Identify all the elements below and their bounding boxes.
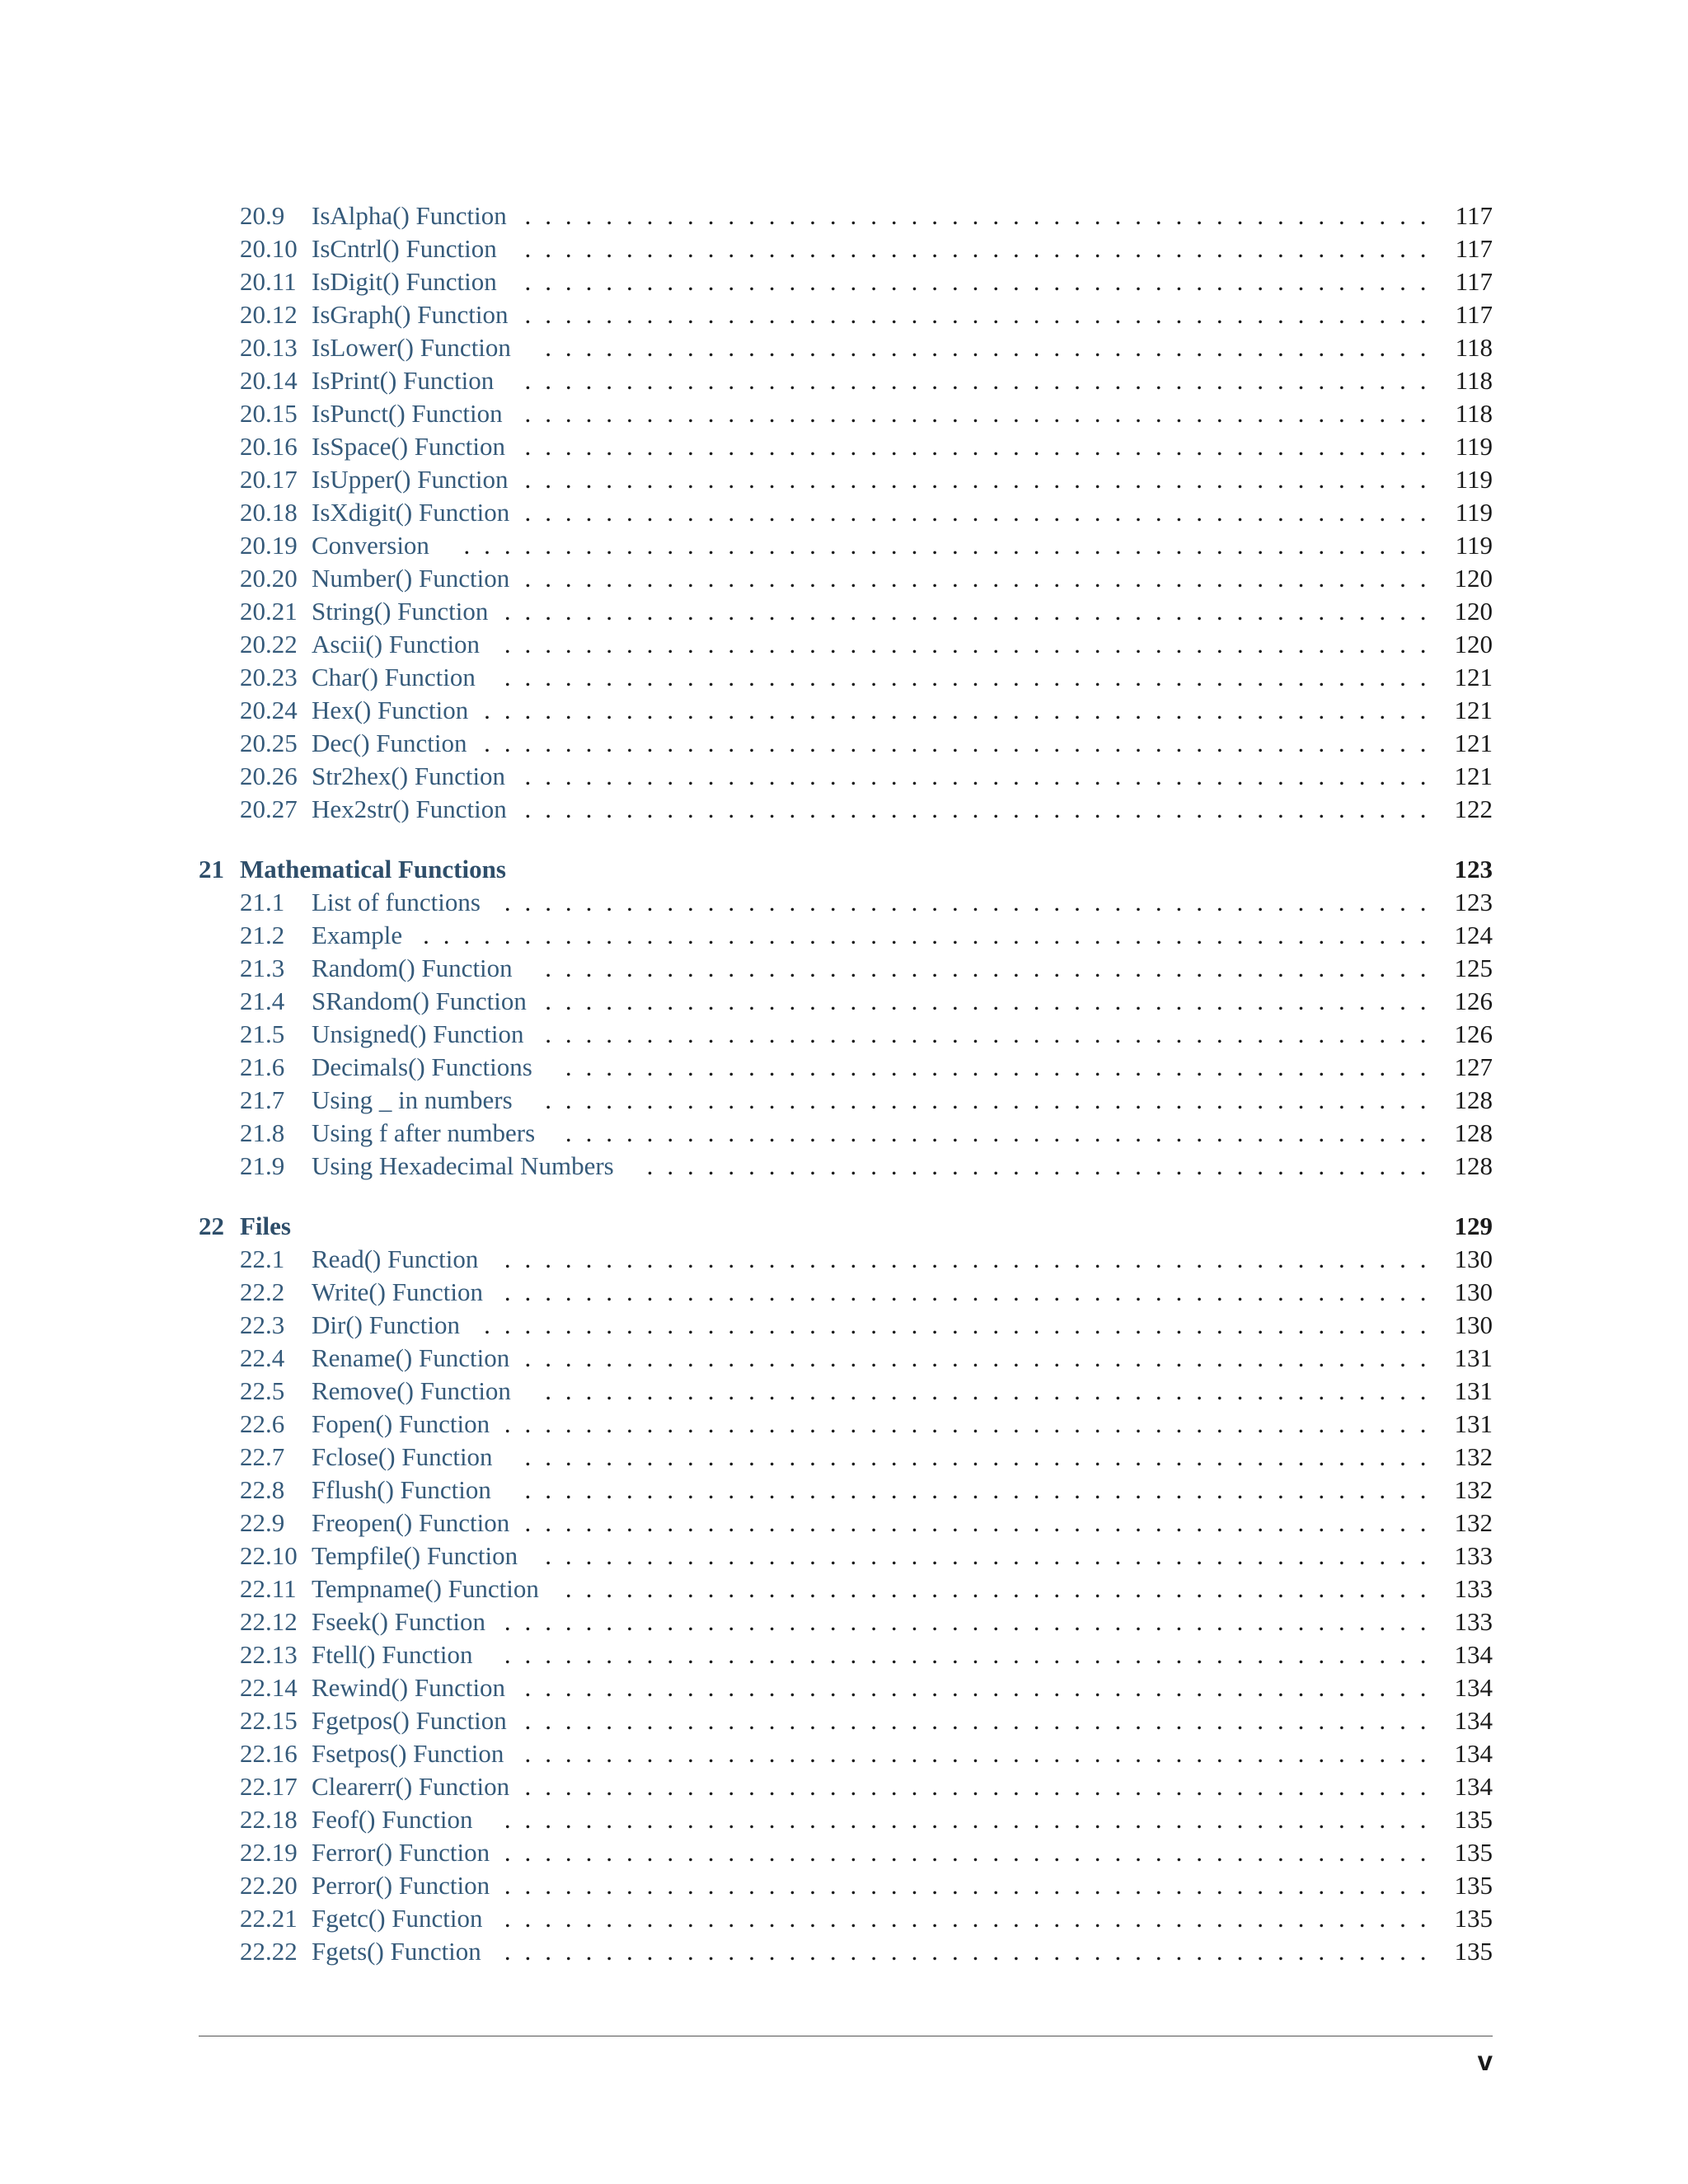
toc-section-entry[interactable] — [199, 529, 1493, 562]
toc-section-entry[interactable] — [199, 1638, 1493, 1671]
toc-entry-page[interactable]: 128 — [1454, 1151, 1493, 1180]
toc-entry-title[interactable]: IsUpper() Function — [312, 465, 509, 494]
toc-entry-number[interactable]: 22.13 — [240, 1640, 298, 1669]
toc-entry-title[interactable]: Fopen() Function — [312, 1409, 490, 1438]
toc-entry-number[interactable]: 21.6 — [240, 1052, 285, 1081]
toc-entry-number[interactable]: 20.20 — [240, 564, 298, 593]
toc-dot-leader: . . . . . . . . . . . . . . . . . . . . . . . . . . . . . . . . . . . . . . . . . . . . . — [524, 300, 1427, 329]
toc-dot-leader: . . . . . . . . . . . . . . . . . . . . . . . . . . . . . . . . . . . . . . . . . . . . — [545, 987, 1427, 1015]
toc-entry-title[interactable]: Random() Function — [312, 954, 513, 982]
toc-dot-leader: . . . . . . . . . . . . . . . . . . . . . . . . . . . . . . . . . . . . . . . . . . . . — [545, 333, 1427, 362]
toc-entry-number[interactable]: 22.1 — [240, 1244, 285, 1273]
toc-entry-page[interactable]: 128 — [1454, 1118, 1493, 1147]
toc-section-entry[interactable] — [199, 1902, 1493, 1935]
toc-dot-leader: . . . . . . . . . . . . . . . . . . . . . . . . . . . . . . . . . . . . . . . . . . . . . — [524, 498, 1427, 527]
toc-entry-title[interactable]: Clearerr() Function — [312, 1772, 510, 1801]
toc-entry-page[interactable]: 133 — [1454, 1607, 1493, 1636]
toc-entry-number[interactable]: 22.19 — [240, 1838, 298, 1867]
toc-section-entry[interactable] — [199, 430, 1493, 463]
toc-entry-number[interactable]: 20.9 — [240, 201, 285, 230]
toc-entry-title[interactable]: Fseek() Function — [312, 1607, 485, 1636]
toc-entry-page[interactable]: 134 — [1454, 1772, 1493, 1801]
toc-entry-title[interactable]: Conversion — [312, 531, 429, 560]
toc-entry-page[interactable]: 117 — [1455, 300, 1493, 329]
toc-entry-page[interactable]: 124 — [1454, 921, 1493, 949]
toc-section-entry[interactable] — [199, 1540, 1493, 1572]
toc-entry-number[interactable]: 22.3 — [240, 1310, 285, 1339]
toc-entry-page[interactable]: 123 — [1454, 855, 1493, 883]
toc-entry-title[interactable]: Decimals() Functions — [312, 1052, 532, 1081]
toc-entry-page[interactable]: 131 — [1454, 1376, 1493, 1405]
toc-entry-number[interactable]: 22.17 — [240, 1772, 298, 1801]
toc-entry-title[interactable]: List of functions — [312, 888, 481, 916]
toc-entry-title[interactable]: Feof() Function — [312, 1805, 473, 1834]
toc-dot-leader: . . . . . . . . . . . . . . . . . . . . . . . . . . . . . . . . . . . . . . . . . . . . . — [524, 564, 1427, 593]
toc-dot-leader: . . . . . . . . . . . . . . . . . . . . . . . . . . . . . . . . . . . . . . . . . . . . . — [524, 267, 1427, 296]
toc-entry-page[interactable]: 132 — [1454, 1508, 1493, 1537]
toc-section-entry[interactable] — [199, 1770, 1493, 1803]
toc-entry-page[interactable]: 121 — [1454, 729, 1493, 757]
toc-dot-leader: . . . . . . . . . . . . . . . . . . . . . . . . . . . . . . . . . . . . . . . . . . . — [565, 1052, 1427, 1081]
toc-entry-page[interactable]: 121 — [1454, 762, 1493, 790]
toc-section-entry[interactable] — [199, 1408, 1493, 1441]
toc-section-entry[interactable] — [199, 232, 1493, 265]
toc-entry-number[interactable]: 22.20 — [240, 1871, 298, 1900]
toc-section-entry[interactable] — [199, 1441, 1493, 1474]
toc-entry-page[interactable]: 131 — [1454, 1343, 1493, 1372]
toc-entry-title[interactable]: Remove() Function — [312, 1376, 511, 1405]
toc-entry-title[interactable]: IsGraph() Function — [312, 300, 509, 329]
toc-dot-leader: . . . . . . . . . . . . . . . . . . . . . . . . . . . . . . . . . . . . . . . . . . . . — [545, 1376, 1427, 1405]
toc-entry-number[interactable]: 21.3 — [240, 954, 285, 982]
toc-entry-page[interactable]: 117 — [1455, 234, 1493, 263]
toc-dot-leader: . . . . . . . . . . . . . . . . . . . . . . . . . . . . . . . . . . . . . . . . . . . . . — [524, 762, 1427, 790]
toc-dot-leader: . . . . . . . . . . . . . . . . . . . . . . . . . . . . . . . . . . . . . . . . . . . . . . — [504, 1277, 1427, 1306]
toc-entry-page[interactable]: 130 — [1454, 1277, 1493, 1306]
footer-page-number: v — [1477, 2046, 1493, 2076]
toc-section-entry[interactable] — [199, 1474, 1493, 1507]
toc-entry-title[interactable]: Dec() Function — [312, 729, 467, 757]
toc-entry-page[interactable]: 118 — [1455, 333, 1493, 362]
toc-section-entry[interactable] — [199, 1671, 1493, 1704]
toc-entry-page[interactable]: 135 — [1454, 1838, 1493, 1867]
toc-dot-leader: . . . . . . . . . . . . . . . . . . . . . . . . . . . . . . . . . . . . . . . . . . . . . . — [504, 1409, 1427, 1438]
toc-entry-title[interactable]: Char() Function — [312, 663, 476, 691]
toc-entry-number[interactable]: 20.19 — [240, 531, 298, 560]
toc-entry-page[interactable]: 119 — [1455, 531, 1493, 560]
toc-entry-number[interactable]: 22.10 — [240, 1541, 298, 1570]
toc-entry-number[interactable]: 22.22 — [240, 1937, 298, 1966]
toc-entry-title[interactable]: Fgetc() Function — [312, 1904, 483, 1933]
toc-entry-page[interactable]: 134 — [1454, 1739, 1493, 1768]
toc-entry-page[interactable]: 133 — [1454, 1574, 1493, 1603]
toc-entry-title[interactable]: Example — [312, 921, 403, 949]
toc-entry-title[interactable]: SRandom() Function — [312, 987, 527, 1015]
toc-section-entry[interactable] — [199, 397, 1493, 430]
toc-section-entry[interactable] — [199, 1737, 1493, 1770]
toc-entry-number[interactable]: 22.4 — [240, 1343, 285, 1372]
toc-entry-number[interactable]: 21.9 — [240, 1151, 285, 1180]
toc-entry-page[interactable]: 128 — [1454, 1085, 1493, 1114]
toc-dot-leader: . . . . . . . . . . . . . . . . . . . . . . . . . . . . . . . . . . . . . . . . . . . . — [545, 1541, 1427, 1570]
toc-entry-number[interactable]: 20.27 — [240, 794, 298, 823]
toc-section-entry[interactable] — [199, 985, 1493, 1018]
toc-entry-title[interactable]: Tempfile() Function — [312, 1541, 518, 1570]
toc-entry-page[interactable]: 126 — [1454, 1019, 1493, 1048]
toc-entry-title[interactable]: Read() Function — [312, 1244, 479, 1273]
toc-entry-number[interactable]: 21.2 — [240, 921, 285, 949]
toc-dot-leader: . . . . . . . . . . . . . . . . . . . . . . . . . . . . . . . . . . . . . . . . . . . . . — [524, 1343, 1427, 1372]
toc-entry-number[interactable]: 22.5 — [240, 1376, 285, 1405]
toc-entry-number[interactable]: 22.8 — [240, 1475, 285, 1504]
toc-section-entry[interactable] — [199, 463, 1493, 496]
toc-dot-leader: . . . . . . . . . . . . . . . . . . . . . . . . . . . . . . . . . . . . . . . . . . . . . — [524, 1508, 1427, 1537]
toc-entry-number[interactable]: 20.22 — [240, 630, 298, 658]
toc-dot-leader: . . . . . . . . . . . . . . . . . . . . . . . . . . . . . . . . . . . . . . . . . . . . . — [524, 366, 1427, 395]
toc-entry-title[interactable]: IsPunct() Function — [312, 399, 503, 428]
toc-entry-number[interactable]: 22 — [199, 1212, 224, 1240]
toc-dot-leader: . . . . . . . . . . . . . . . . . . . . . . . . . . . . . . . . . . . . . . . . . . . . . . . . — [463, 531, 1427, 560]
toc-section-entry[interactable] — [199, 727, 1493, 760]
toc-dot-leader: . . . . . . . . . . . . . . . . . . . . . . . . . . . . . . . . . . . . . . . . . . . . . . — [504, 1838, 1427, 1867]
toc-entry-title[interactable]: IsSpace() Function — [312, 432, 506, 461]
toc-entry-number[interactable]: 22.18 — [240, 1805, 298, 1834]
toc-entry-title[interactable]: IsPrint() Function — [312, 366, 495, 395]
toc-entry-number[interactable]: 22.16 — [240, 1739, 298, 1768]
toc-dot-leader: . . . . . . . . . . . . . . . . . . . . . . . . . . . . . . . . . . . . . . . . . . . . . — [524, 794, 1427, 823]
toc-entry-number[interactable]: 20.13 — [240, 333, 298, 362]
toc-dot-leader: . . . . . . . . . . . . . . . . . . . . . . . . . . . . . . . . . . . . . . . . . . . . . — [524, 1706, 1427, 1735]
toc-entry-number[interactable]: 20.18 — [240, 498, 298, 527]
toc-dot-leader: . . . . . . . . . . . . . . . . . . . . . . . . . . . . . . . . . . . . . . . . . . . . . . — [504, 630, 1427, 658]
toc-dot-leader: . . . . . . . . . . . . . . . . . . . . . . . . . . . . . . . . . . . . . . . . . . . . . — [524, 1475, 1427, 1504]
toc-entry-page[interactable]: 120 — [1454, 597, 1493, 626]
toc-section-entry[interactable] — [199, 1375, 1493, 1408]
toc-entry-page[interactable]: 131 — [1454, 1409, 1493, 1438]
toc-section-entry[interactable] — [199, 1018, 1493, 1051]
toc-dot-leader: . . . . . . . . . . . . . . . . . . . . . . . . . . . . . . . . . . . . . . . . . . . . . . — [504, 1871, 1427, 1900]
toc-entry-page[interactable]: 135 — [1454, 1904, 1493, 1933]
toc-section-entry[interactable] — [199, 919, 1493, 952]
toc-entry-title[interactable]: Dir() Function — [312, 1310, 460, 1339]
toc-section-entry[interactable] — [199, 1803, 1493, 1836]
toc-dot-leader: . . . . . . . . . . . . . . . . . . . . . . . . . . . . . . . . . . . . . . . . . . . — [565, 1118, 1427, 1147]
toc-entry-title[interactable]: Write() Function — [312, 1277, 483, 1306]
toc-entry-title[interactable]: Fclose() Function — [312, 1442, 493, 1471]
toc-entry-page[interactable]: 132 — [1454, 1442, 1493, 1471]
toc-section-entry[interactable] — [199, 1342, 1493, 1375]
toc-entry-page[interactable]: 118 — [1455, 366, 1493, 395]
toc-section-entry[interactable] — [199, 1935, 1493, 1968]
toc-entry-title[interactable]: IsLower() Function — [312, 333, 511, 362]
toc-section-entry[interactable] — [199, 1309, 1493, 1342]
toc-dot-leader: . . . . . . . . . . . . . . . . . . . . . . . . . . . . . . . . . . . . . . . . . . . . . . — [504, 597, 1427, 626]
toc-section-entry[interactable] — [199, 1243, 1493, 1276]
toc-entry-page[interactable]: 134 — [1454, 1640, 1493, 1669]
toc-entry-number[interactable]: 21.8 — [240, 1118, 285, 1147]
toc-dot-leader: . . . . . . . . . . . . . . . . . . . . . . . . . . . . . . . . . . . . . . . . . . . . . — [524, 465, 1427, 494]
toc-section-entry[interactable] — [199, 1704, 1493, 1737]
toc-dot-leader: . . . . . . . . . . . . . . . . . . . . . . . . . . . . . . . . . . . . . . . . . . . . . . — [504, 1640, 1427, 1669]
toc-dot-leader: . . . . . . . . . . . . . . . . . . . . . . . . . . . . . . . . . . . . . . . . . . . . . . . — [484, 696, 1427, 724]
toc-dot-leader: . . . . . . . . . . . . . . . . . . . . . . . . . . . . . . . . . . . . . . . — [646, 1151, 1427, 1180]
toc-section-entry[interactable] — [199, 1150, 1493, 1183]
toc-dot-leader: . . . . . . . . . . . . . . . . . . . . . . . . . . . . . . . . . . . . . . . . . . . . . . — [504, 1904, 1427, 1933]
toc-entry-title[interactable]: Str2hex() Function — [312, 762, 506, 790]
toc-entry-page[interactable]: 134 — [1454, 1673, 1493, 1702]
toc-entry-title[interactable]: Fflush() Function — [312, 1475, 491, 1504]
toc-section-entry[interactable] — [199, 952, 1493, 985]
table-of-contents — [199, 199, 1493, 1968]
toc-entry-page[interactable]: 120 — [1454, 564, 1493, 593]
toc-entry-page[interactable]: 119 — [1455, 465, 1493, 494]
toc-entry-title[interactable]: Using Hexadecimal Numbers — [312, 1151, 614, 1180]
toc-entry-page[interactable]: 127 — [1454, 1052, 1493, 1081]
toc-section-entry[interactable] — [199, 364, 1493, 397]
toc-entry-page[interactable]: 133 — [1454, 1541, 1493, 1570]
toc-dot-leader: . . . . . . . . . . . . . . . . . . . . . . . . . . . . . . . . . . . . . . . . . . . . . . . . . . — [423, 921, 1427, 949]
toc-chapter-entry[interactable] — [199, 853, 1493, 886]
toc-entry-page[interactable]: 121 — [1454, 696, 1493, 724]
toc-entry-page[interactable]: 130 — [1454, 1244, 1493, 1273]
toc-section-entry[interactable] — [199, 661, 1493, 694]
toc-dot-leader: . . . . . . . . . . . . . . . . . . . . . . . . . . . . . . . . . . . . . . . . . . . . . — [524, 399, 1427, 428]
toc-section-entry[interactable] — [199, 694, 1493, 727]
toc-entry-number[interactable]: 22.15 — [240, 1706, 298, 1735]
toc-entry-page[interactable]: 121 — [1454, 663, 1493, 691]
toc-section-entry[interactable] — [199, 331, 1493, 364]
toc-entry-title[interactable]: IsAlpha() Function — [312, 201, 507, 230]
toc-entry-number[interactable]: 22.11 — [240, 1574, 297, 1603]
toc-entry-number[interactable]: 20.23 — [240, 663, 298, 691]
toc-section-entry[interactable] — [199, 1276, 1493, 1309]
toc-entry-title[interactable]: Rename() Function — [312, 1343, 510, 1372]
toc-section-entry[interactable] — [199, 595, 1493, 628]
toc-entry-page[interactable]: 129 — [1454, 1212, 1493, 1240]
toc-entry-number[interactable]: 21.5 — [240, 1019, 285, 1048]
toc-entry-title[interactable]: Perror() Function — [312, 1871, 490, 1900]
toc-section-entry[interactable] — [199, 1869, 1493, 1902]
toc-entry-page[interactable]: 134 — [1454, 1706, 1493, 1735]
toc-entry-page[interactable]: 125 — [1454, 954, 1493, 982]
toc-entry-number[interactable]: 21.4 — [240, 987, 285, 1015]
toc-entry-page[interactable]: 123 — [1454, 888, 1493, 916]
toc-entry-number[interactable]: 20.17 — [240, 465, 298, 494]
toc-entry-title[interactable]: Tempname() Function — [312, 1574, 539, 1603]
toc-entry-number[interactable]: 20.24 — [240, 696, 298, 724]
toc-dot-leader: . . . . . . . . . . . . . . . . . . . . . . . . . . . . . . . . . . . . . . . . . . . . . — [524, 1442, 1427, 1471]
toc-section-entry[interactable] — [199, 199, 1493, 232]
toc-entry-number[interactable]: 22.7 — [240, 1442, 285, 1471]
toc-section-entry[interactable] — [199, 628, 1493, 661]
toc-section-entry[interactable] — [199, 1051, 1493, 1084]
toc-entry-page[interactable]: 120 — [1454, 630, 1493, 658]
toc-section-entry[interactable] — [199, 1084, 1493, 1117]
toc-section-entry[interactable] — [199, 496, 1493, 529]
toc-entry-page[interactable]: 135 — [1454, 1871, 1493, 1900]
toc-entry-title[interactable]: IsDigit() Function — [312, 267, 497, 296]
toc-entry-page[interactable]: 126 — [1454, 987, 1493, 1015]
toc-entry-number[interactable]: 20.15 — [240, 399, 298, 428]
toc-section-entry[interactable] — [199, 1507, 1493, 1540]
toc-entry-title[interactable]: IsCntrl() Function — [312, 234, 497, 263]
toc-entry-title[interactable]: Number() Function — [312, 564, 510, 593]
toc-dot-leader: . . . . . . . . . . . . . . . . . . . . . . . . . . . . . . . . . . . . . . . . . . . . — [545, 1019, 1427, 1048]
toc-dot-leader: . . . . . . . . . . . . . . . . . . . . . . . . . . . . . . . . . . . . . . . . . . . . . — [524, 432, 1427, 461]
toc-entry-number[interactable]: 20.16 — [240, 432, 298, 461]
toc-section-entry[interactable] — [199, 886, 1493, 919]
toc-entry-number[interactable]: 20.12 — [240, 300, 298, 329]
toc-section-entry[interactable] — [199, 562, 1493, 595]
toc-section-entry[interactable] — [199, 298, 1493, 331]
toc-entry-title[interactable]: Fgets() Function — [312, 1937, 481, 1966]
toc-entry-page[interactable]: 135 — [1454, 1937, 1493, 1966]
toc-dot-leader: . . . . . . . . . . . . . . . . . . . . . . . . . . . . . . . . . . . . . . . . . . . . . — [524, 234, 1427, 263]
toc-chapter-entry[interactable] — [199, 1210, 1493, 1243]
toc-entry-number[interactable]: 21.7 — [240, 1085, 285, 1114]
toc-entry-number[interactable]: 20.21 — [240, 597, 298, 626]
toc-entry-title[interactable]: Using _ in numbers — [312, 1085, 513, 1114]
toc-dot-leader: . . . . . . . . . . . . . . . . . . . . . . . . . . . . . . . . . . . . . . . . . . . . . . — [504, 1607, 1427, 1636]
toc-dot-leader: . . . . . . . . . . . . . . . . . . . . . . . . . . . . . . . . . . . . . . . . . . . — [565, 1574, 1427, 1603]
toc-entry-page[interactable]: 130 — [1454, 1310, 1493, 1339]
toc-dot-leader: . . . . . . . . . . . . . . . . . . . . . . . . . . . . . . . . . . . . . . . . . . . . . . . — [484, 729, 1427, 757]
toc-entry-title[interactable]: String() Function — [312, 597, 489, 626]
toc-dot-leader: . . . . . . . . . . . . . . . . . . . . . . . . . . . . . . . . . . . . . . . . . . . . . — [524, 1739, 1427, 1768]
toc-entry-page[interactable]: 118 — [1455, 399, 1493, 428]
toc-entry-title[interactable]: Files — [240, 1212, 291, 1240]
toc-entry-title[interactable]: Rewind() Function — [312, 1673, 506, 1702]
toc-entry-number[interactable]: 20.26 — [240, 762, 298, 790]
toc-dot-leader: . . . . . . . . . . . . . . . . . . . . . . . . . . . . . . . . . . . . . . . . . . . . . . — [504, 1805, 1427, 1834]
toc-entry-title[interactable]: IsXdigit() Function — [312, 498, 510, 527]
toc-entry-page[interactable]: 119 — [1455, 498, 1493, 527]
toc-entry-title[interactable]: Ascii() Function — [312, 630, 481, 658]
toc-section-entry[interactable] — [199, 265, 1493, 298]
toc-dot-leader: . . . . . . . . . . . . . . . . . . . . . . . . . . . . . . . . . . . . . . . . . . . . — [545, 954, 1427, 982]
toc-entry-title[interactable]: Hex2str() Function — [312, 794, 507, 823]
toc-entry-number[interactable]: 20.11 — [240, 267, 297, 296]
toc-dot-leader: . . . . . . . . . . . . . . . . . . . . . . . . . . . . . . . . . . . . . . . . . . . . . . — [504, 888, 1427, 916]
toc-dot-leader: . . . . . . . . . . . . . . . . . . . . . . . . . . . . . . . . . . . . . . . . . . . . . — [524, 1772, 1427, 1801]
toc-entry-number[interactable]: 22.12 — [240, 1607, 298, 1636]
toc-entry-title[interactable]: Fgetpos() Function — [312, 1706, 507, 1735]
toc-section-entry[interactable] — [199, 1572, 1493, 1605]
toc-dot-leader: . . . . . . . . . . . . . . . . . . . . . . . . . . . . . . . . . . . . . . . . . . . . . — [524, 201, 1427, 230]
toc-entry-number[interactable]: 22.2 — [240, 1277, 285, 1306]
toc-entry-number[interactable]: 20.25 — [240, 729, 298, 757]
toc-section-entry[interactable] — [199, 1836, 1493, 1869]
toc-entry-number[interactable]: 22.9 — [240, 1508, 285, 1537]
toc-entry-title[interactable]: Hex() Function — [312, 696, 469, 724]
toc-dot-leader: . . . . . . . . . . . . . . . . . . . . . . . . . . . . . . . . . . . . . . . . . . . . . . — [504, 663, 1427, 691]
toc-entry-title[interactable]: Using f after numbers — [312, 1118, 536, 1147]
toc-entry-page[interactable]: 117 — [1455, 267, 1493, 296]
toc-entry-title[interactable]: Ftell() Function — [312, 1640, 473, 1669]
toc-entry-page[interactable]: 135 — [1454, 1805, 1493, 1834]
toc-entry-number[interactable]: 21.1 — [240, 888, 285, 916]
toc-entry-number[interactable]: 22.6 — [240, 1409, 285, 1438]
toc-entry-number[interactable]: 22.14 — [240, 1673, 298, 1702]
toc-section-entry[interactable] — [199, 1605, 1493, 1638]
toc-dot-leader: . . . . . . . . . . . . . . . . . . . . . . . . . . . . . . . . . . . . . . . . . . . . . — [524, 1673, 1427, 1702]
toc-entry-number[interactable]: 20.10 — [240, 234, 298, 263]
toc-entry-number[interactable]: 20.14 — [240, 366, 298, 395]
toc-section-entry[interactable] — [199, 1117, 1493, 1150]
toc-entry-title[interactable]: Mathematical Functions — [240, 855, 506, 883]
toc-entry-title[interactable]: Unsigned() Function — [312, 1019, 524, 1048]
toc-section-entry[interactable] — [199, 760, 1493, 793]
toc-dot-leader: . . . . . . . . . . . . . . . . . . . . . . . . . . . . . . . . . . . . . . . . . . . . — [545, 1085, 1427, 1114]
toc-entry-page[interactable]: 122 — [1454, 794, 1493, 823]
toc-dot-leader: . . . . . . . . . . . . . . . . . . . . . . . . . . . . . . . . . . . . . . . . . . . . . . . — [484, 1310, 1427, 1339]
toc-entry-page[interactable]: 117 — [1455, 201, 1493, 230]
toc-section-entry[interactable] — [199, 793, 1493, 826]
toc-entry-title[interactable]: Freopen() Function — [312, 1508, 510, 1537]
toc-entry-title[interactable]: Ferror() Function — [312, 1838, 490, 1867]
toc-entry-page[interactable]: 132 — [1454, 1475, 1493, 1504]
toc-entry-number[interactable]: 22.21 — [240, 1904, 298, 1933]
toc-dot-leader: . . . . . . . . . . . . . . . . . . . . . . . . . . . . . . . . . . . . . . . . . . . . . . — [504, 1937, 1427, 1966]
toc-dot-leader: . . . . . . . . . . . . . . . . . . . . . . . . . . . . . . . . . . . . . . . . . . . . . . — [504, 1244, 1427, 1273]
toc-entry-title[interactable]: Fsetpos() Function — [312, 1739, 504, 1768]
toc-entry-number[interactable]: 21 — [199, 855, 224, 883]
toc-entry-page[interactable]: 119 — [1455, 432, 1493, 461]
